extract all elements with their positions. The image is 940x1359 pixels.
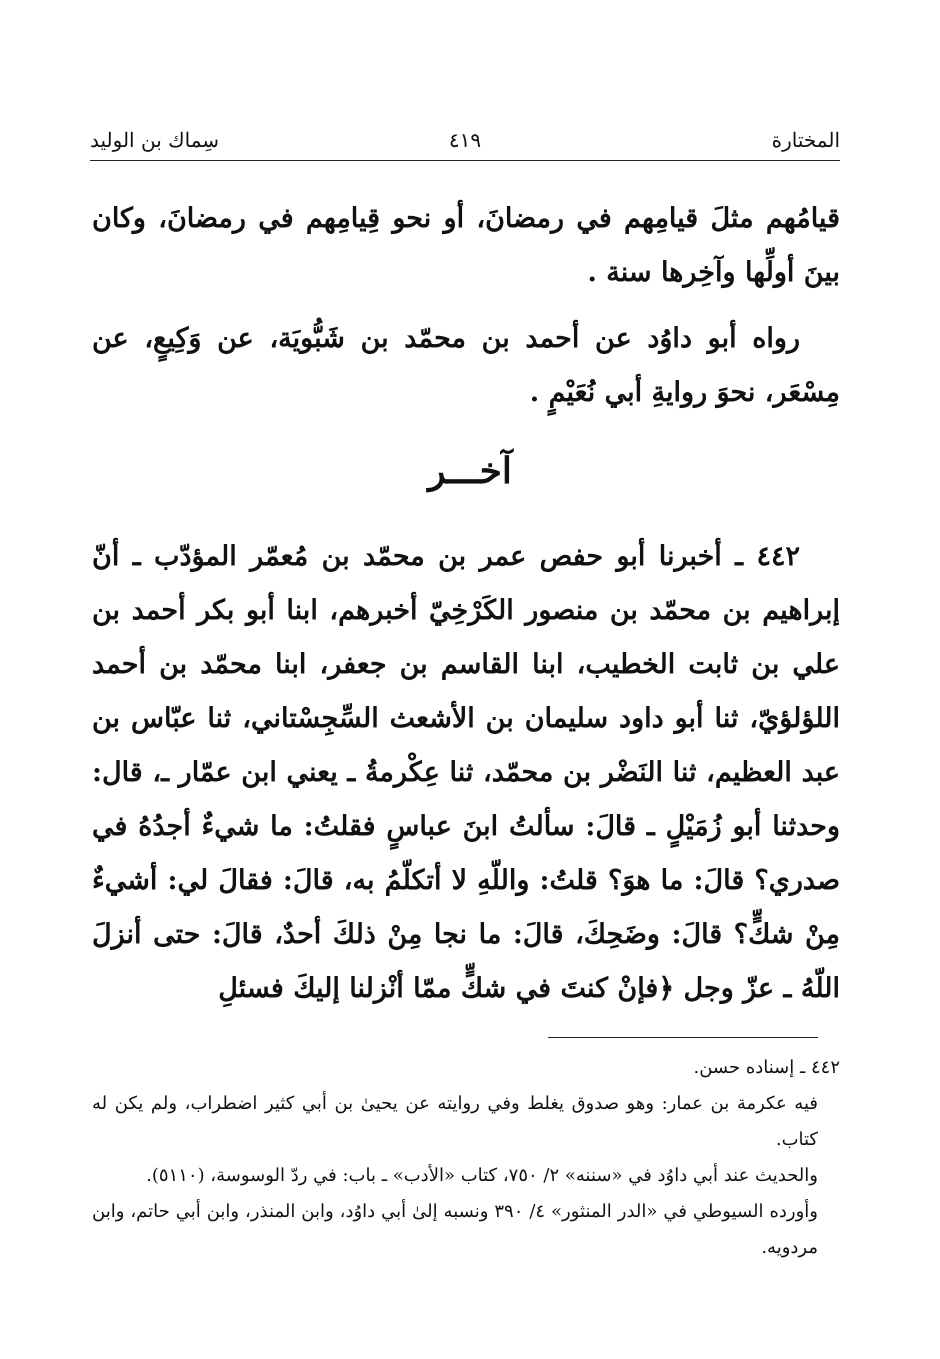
footnote-line: ٤٤٢ ـ إسناده حسن. <box>693 1057 840 1078</box>
footnote-line: وأورده السيوطي في «الدر المنثور» ٤/ ٣٩٠ ونسبه إلىٰ أبي داوُد، وابن المنذر، وابن أبي حاتم، وابن مردويه. <box>92 1201 818 1258</box>
page-number: ٤١٩ <box>448 128 482 152</box>
section-heading: آخـــر <box>428 450 512 492</box>
header-divider <box>90 160 840 161</box>
footnote-line: والحديث عند أبي داوُد في «سننه» ٢/ ٧٥٠، كتاب «الأدب» ـ باب: في ردّ الوسوسة، (٥١١٠). <box>146 1165 818 1186</box>
paragraph-narration: رواه أبو داوُد عن أحمد بن محمّد بن شَبُّويَة، عن وَكِيعٍ، عن مِسْعَر، نحوَ روايةِ أبي نُعَيْمٍ . <box>92 323 840 408</box>
footnote-line: فيه عكرمة بن عمار: وهو صدوق يغلط وفي روايته عن يحيىٰ بن أبي كثير اضطراب، ولم يكن له كتاب. <box>92 1093 818 1150</box>
hadith-text: ٤٤٢ ـ أخبرنا أبو حفص عمر بن محمّد بن مُعمّر المؤدّب ـ أنّ إبراهيم بن محمّد بن منصور الكَرْخِيّ أخبرهم، ابنا أبو بكر أحمد بن علي بن ثابت الخطيب، ابنا القاسم بن جعفر، ابنا محمّد بن أحمد اللؤلؤيّ، ثنا أبو داود سليمان بن الأشعث السِّجِسْتاني، ثنا عبّاس بن عبد العظيم، ثنا النَضْر بن محمّد، ثنا عِكْرمةُ ـ يعني ابن عمّار ـ، قال: وحدثنا أبو زُمَيْلٍ ـ قالَ: سألتُ ابنَ عباسٍ فقلتُ: ما شيءٌ أجدُهُ في صدري؟ قالَ: ما هوَ؟ قلتُ: واللّهِ لا أتكلّمُ به، قالَ: فقالَ لي: أشيءٌ مِنْ شكٍّ؟ قالَ: وضَحِكَ، قالَ: ما نجا مِنْ ذلكَ أحدٌ، قالَ: حتى أنزلَ اللّهُ ـ عزّ وجل ﴿فإنْ كنتَ في شكٍّ ممّا أنْزلنا إليكَ فسئلِ <box>92 541 840 1004</box>
running-header <box>90 128 840 158</box>
footnote-divider <box>548 1037 818 1038</box>
paragraph-continuation: قيامُهم مثلَ قيامِهم في رمضانَ، أو نحو قِيامِهم في رمضانَ، وكان بينَ أولِّها وآخِرها سنة . <box>92 203 840 288</box>
book-title: المختارة <box>771 128 840 152</box>
chapter-name: سِماك بن الوليد <box>90 128 220 152</box>
footnotes <box>92 1050 840 1266</box>
